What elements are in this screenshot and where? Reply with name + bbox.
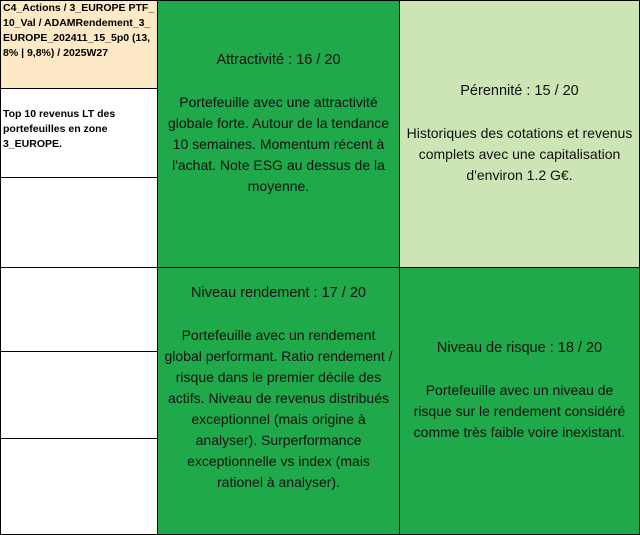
portfolio-header-cell [0, 0, 158, 89]
attractivite-body: Portefeuille avec une attractivité globale forte. Autour de la tendance 10 semaines. Momentum récent à l'achat. Note ESG au dessus de la moyenne. [167, 94, 390, 194]
rendement-cell [157, 267, 400, 535]
rendement-title: Niveau rendement : 17 / 20 [191, 285, 366, 301]
empty-cell-1 [0, 177, 158, 268]
portfolio-description-cell [0, 88, 158, 178]
empty-cell-4 [0, 438, 158, 535]
attractivite-cell [157, 0, 400, 268]
risque-cell [399, 267, 640, 535]
risque-body: Portefeuille avec un niveau de risque sur le rendement considéré comme très faible voire inexistant. [413, 382, 626, 440]
empty-cell-2 [0, 267, 158, 352]
portfolio-header: C4_Actions / 3_EUROPE PTF_10_Val / ADAMRendement_3_EUROPE_202411_15_5p0 (13,8% | 9,8%) / 2025W27 [3, 2, 155, 59]
portfolio-description: Top 10 revenus LT des portefeuilles en zone 3_EUROPE. [3, 108, 116, 150]
rendement-body: Portefeuille avec un rendement global performant. Ratio rendement / risque dans le premier décile des actifs. Niveau de revenus distribués exceptionnel (mais origine à analyser). Surperformance exceptionnelle vs index (mais rationel à analyser). [164, 327, 393, 490]
perennite-body: Historiques des cotations et revenus complets avec une capitalisation d'environ 1.2 G€. [406, 125, 633, 183]
perennite-title: Pérennité : 15 / 20 [460, 83, 579, 99]
attractivite-title: Attractivité : 16 / 20 [216, 52, 341, 68]
perennite-cell [399, 0, 640, 268]
empty-cell-3 [0, 351, 158, 439]
risque-title: Niveau de risque : 18 / 20 [436, 340, 603, 356]
